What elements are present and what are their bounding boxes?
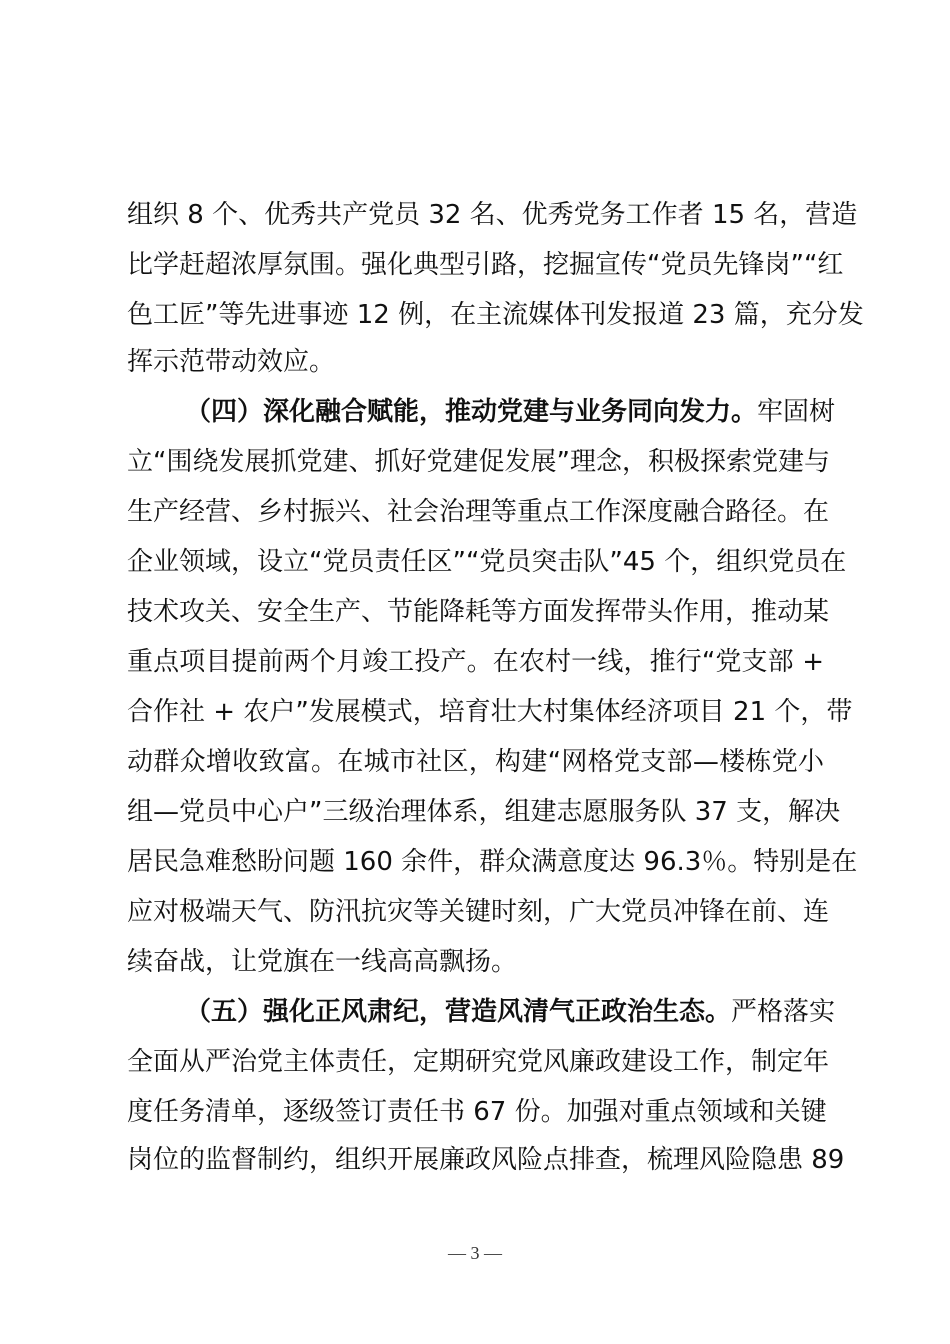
line-text: 技术攻关、安全生产、节能降耗等方面发挥带头作用，推动某 bbox=[127, 597, 830, 627]
line-text: 组织 8 个、优秀共产党员 32 名、优秀党务工作者 15 名，营造 bbox=[127, 200, 858, 230]
line-text: 生产经营、乡村振兴、社会治理等重点工作深度融合路径。在 bbox=[127, 497, 830, 527]
line-text: 严格落实 bbox=[731, 997, 836, 1027]
line-text: 组—党员中心户”三级治理体系，组建志愿服务队 37 支，解决 bbox=[127, 797, 841, 827]
line-text: 牢固树 bbox=[757, 397, 836, 427]
section-heading: （四）深化融合赋能，推动党建与业务同向发力。 bbox=[185, 397, 758, 427]
text-line bbox=[127, 592, 830, 632]
line-text: 比学赶超浓厚氛围。强化典型引路，挖掘宣传“党员先锋岗”“红 bbox=[127, 250, 844, 280]
text-line bbox=[127, 1092, 827, 1132]
text-line bbox=[127, 542, 847, 582]
line-text: 重点项目提前两个月竣工投产。在农村一线，推行“党支部 + bbox=[127, 647, 824, 677]
line-text: 色工匠”等先进事迹 12 例，在主流媒体刊发报道 23 篇，充分发 bbox=[127, 300, 864, 330]
section-heading: （五）强化正风肃纪，营造风清气正政治生态。 bbox=[185, 997, 732, 1027]
text-line bbox=[127, 642, 824, 682]
text-line bbox=[127, 492, 830, 532]
text-line bbox=[127, 742, 824, 782]
text-line bbox=[127, 245, 844, 285]
line-text: 度任务清单，逐级签订责任书 67 份。加强对重点领域和关键 bbox=[127, 1097, 827, 1127]
line-text: 立“围绕发展抓党建、抓好党建促发展”理念，积极探索党建与 bbox=[127, 447, 830, 477]
text-line bbox=[127, 195, 858, 235]
line-text: 动群众增收致富。在城市社区，构建“网格党支部—楼栋党小 bbox=[127, 747, 824, 777]
text-line bbox=[127, 692, 853, 732]
text-line bbox=[127, 1140, 845, 1180]
section-heading-line bbox=[185, 392, 836, 432]
text-line bbox=[127, 892, 830, 932]
line-text: 续奋战，让党旗在一线高高飘扬。 bbox=[127, 947, 518, 977]
line-text: 居民急难愁盼问题 160 余件，群众满意度达 96.3％。特别是在 bbox=[127, 847, 858, 877]
line-text: 全面从严治党主体责任，定期研究党风廉政建设工作，制定年 bbox=[127, 1047, 830, 1077]
text-line bbox=[127, 295, 864, 335]
page-number: — 3 — bbox=[448, 1243, 502, 1263]
text-line bbox=[127, 442, 830, 482]
text-line bbox=[127, 1042, 830, 1082]
text-line bbox=[127, 792, 841, 832]
text-line bbox=[127, 342, 824, 382]
line-text: 岗位的监督制约，组织开展廉政风险点排查，梳理风险隐患 89 bbox=[127, 1145, 845, 1175]
line-text: 挥示范带动效应。 bbox=[127, 347, 336, 377]
text-line bbox=[127, 842, 858, 882]
text-line bbox=[127, 942, 824, 982]
line-text: 合作社 + 农户”发展模式，培育壮大村集体经济项目 21 个，带 bbox=[127, 697, 853, 727]
section-heading-line bbox=[185, 992, 836, 1032]
line-text: 应对极端天气、防汛抗灾等关键时刻，广大党员冲锋在前、连 bbox=[127, 897, 830, 927]
line-text: 企业领域，设立“党员责任区”“党员突击队”45 个，组织党员在 bbox=[127, 547, 847, 577]
